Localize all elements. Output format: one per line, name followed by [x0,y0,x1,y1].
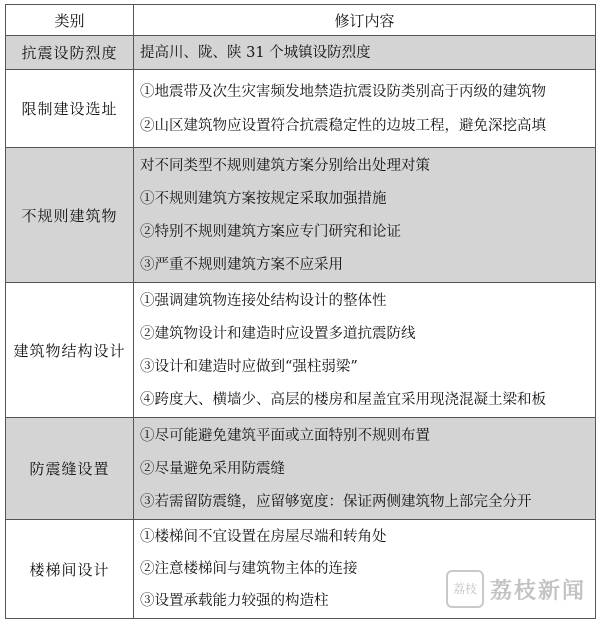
table-row [6,70,596,148]
table-header-row [6,5,596,36]
content-line: ②注意楼梯间与建筑物主体的连接 [140,561,358,577]
content-line: ③严重不规则建筑方案不应采用 [140,256,343,273]
content-line: ③设计和建造时应做到“强柱弱梁” [140,358,358,375]
table-row [6,283,596,418]
content-line: ①地震带及次生灾害频发地禁造抗震设防类别高于丙级的建筑物 [140,83,546,100]
content-line: 对不同类型不规则建筑方案分别给出处理对策 [140,157,430,174]
row-category: 楼梯间设计 [6,520,134,619]
content-line: ③若需留防震缝，应留够宽度：保证两侧建筑物上部完全分开 [140,493,532,510]
table-row [6,148,596,283]
content-line: ②尽量避免采用防震缝 [140,460,285,477]
content-line: ①不规则建筑方案按规定采取加强措施 [140,190,387,207]
content-line: ①尽可能避免建筑平面或立面特别不规则布置 [140,427,430,444]
row-content [134,36,596,70]
table-row [6,36,596,70]
row-content [134,70,596,148]
row-category: 抗震设防烈度 [6,36,134,70]
header-category: 类别 [6,5,134,36]
content-line: ②建筑物设计和建造时应设置多道抗震防线 [140,325,416,342]
header-content: 修订内容 [134,5,596,36]
row-category: 不规则建筑物 [6,148,134,283]
row-category: 防震缝设置 [6,418,134,520]
content-line: ①楼梯间不宜设置在房屋尽端和转角处 [140,529,387,545]
row-content [134,418,596,520]
content-line: 提高川、陇、陕 31 个城镇设防烈度 [140,44,371,61]
row-content [134,283,596,418]
content-line: ③设置承载能力较强的构造柱 [140,593,329,609]
content-line: ①强调建筑物连接处结构设计的整体性 [140,292,387,309]
revision-table [5,4,596,619]
row-content [134,148,596,283]
content-line: ②特别不规则建筑方案应专门研究和论证 [140,223,401,240]
content-line: ④跨度大、横墙少、高层的楼房和屋盖宜采用现浇混凝土梁和板 [140,391,546,408]
row-category: 建筑物结构设计 [6,283,134,418]
table-row [6,418,596,520]
watermark [446,570,586,608]
content-line: ②山区建筑物应设置符合抗震稳定性的边坡工程，避免深挖高填 [140,117,546,134]
revision-table-frame [5,4,595,618]
row-category: 限制建设选址 [6,70,134,148]
watermark-brand: 荔枝新闻 [489,578,586,604]
lychee-logo-icon: 荔枝 [446,570,484,608]
